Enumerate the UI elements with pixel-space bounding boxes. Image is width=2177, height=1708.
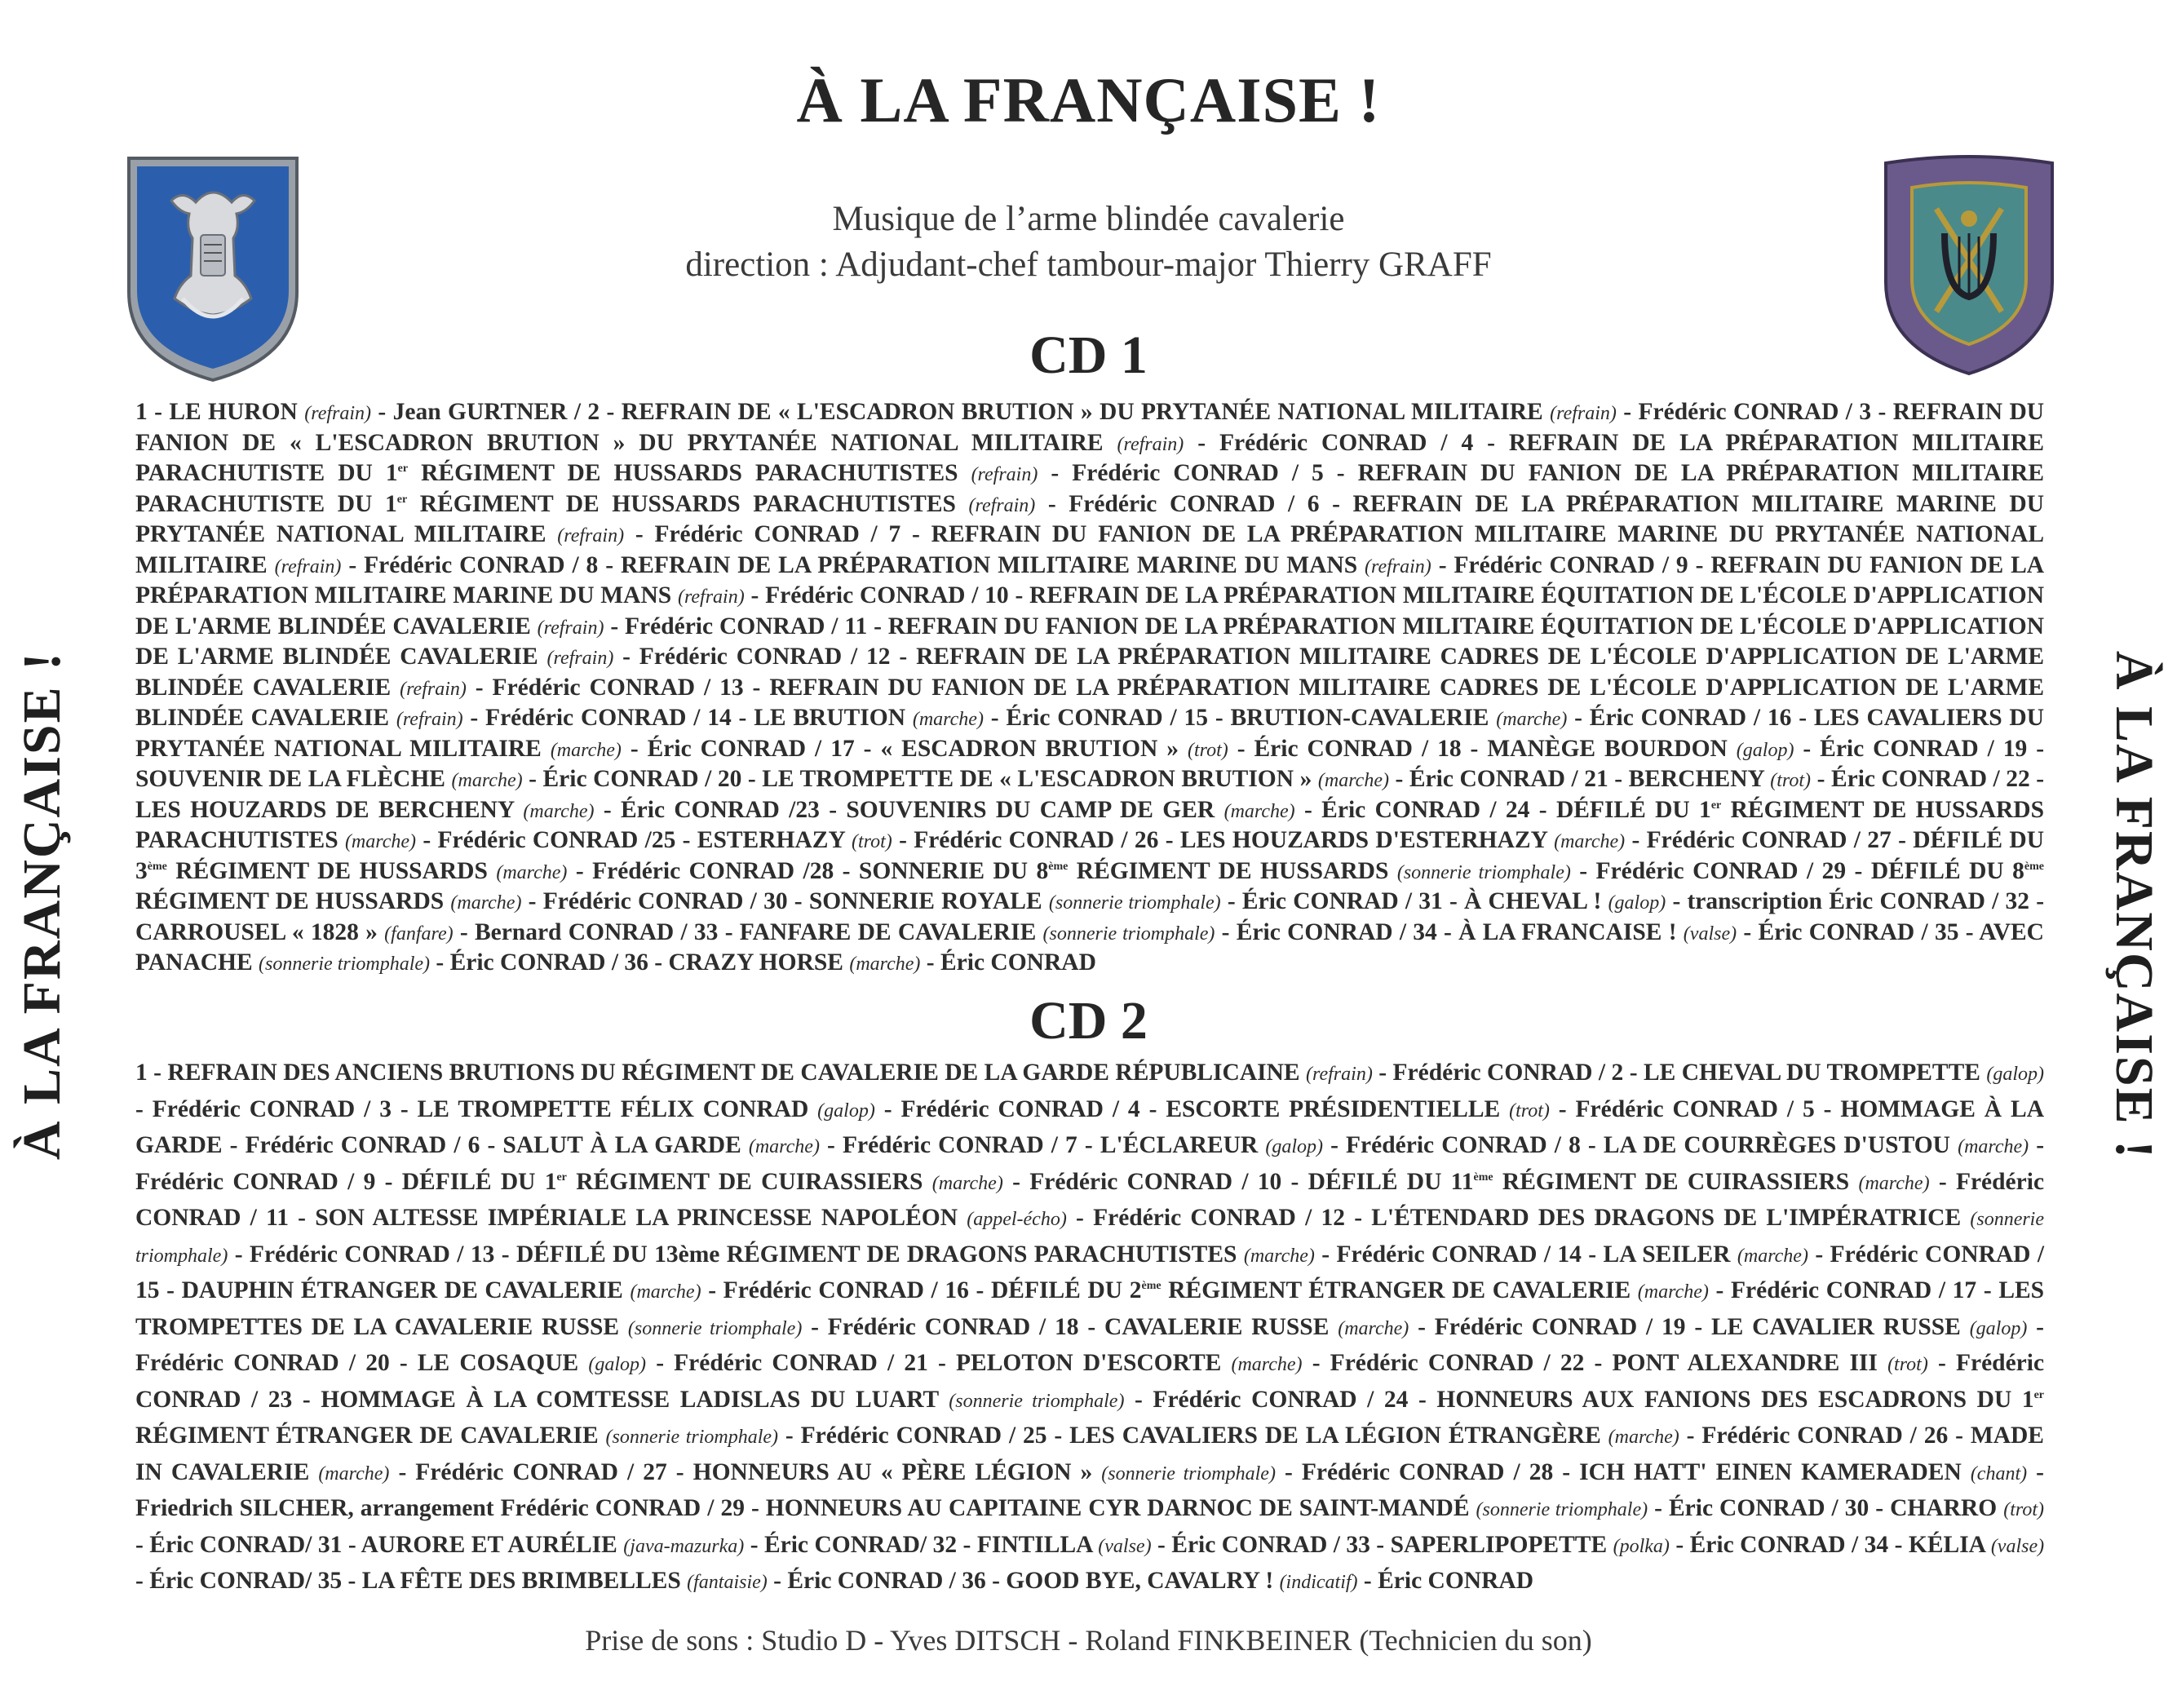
track-genre: (marche) bbox=[451, 770, 523, 791]
track-genre: (sonnerie triomphale) bbox=[627, 1317, 803, 1339]
track-composer: - Éric CONRAD / 31 - bbox=[1227, 888, 1458, 914]
track-genre: (valse) bbox=[1098, 1535, 1152, 1557]
track-composer: - Frédéric CONRAD / 10 - bbox=[1012, 1168, 1299, 1195]
track-entry bbox=[880, 736, 1478, 762]
ordinal-suffix: er bbox=[556, 1170, 567, 1184]
track-entry bbox=[135, 1060, 1638, 1086]
track-title: PELOTON D'ESCORTE bbox=[956, 1350, 1222, 1376]
track-composer: - Éric CONRAD / 18 - bbox=[1237, 735, 1479, 762]
track-title: FINTILLA bbox=[976, 1531, 1092, 1558]
track-genre: (marche) bbox=[1858, 1172, 1930, 1194]
track-genre: (marche) bbox=[523, 800, 595, 822]
ordinal-suffix: ème bbox=[2024, 860, 2044, 873]
track-genre: (galop) bbox=[1265, 1136, 1323, 1157]
track-composer: - Frédéric CONRAD / 5 - bbox=[1558, 1095, 1832, 1122]
track-composer: - Frédéric CONRAD / 19 - bbox=[1418, 1313, 1703, 1340]
track-genre: (trot) bbox=[1509, 1100, 1550, 1122]
track-composer: - Frédéric CONRAD / 27 - bbox=[398, 1458, 684, 1485]
track-title: DÉFILÉ DU 1 bbox=[401, 1168, 557, 1195]
track-composer: - Frédéric CONRAD / 9 - bbox=[1438, 551, 1704, 578]
track-genre: (marche) bbox=[931, 1172, 1003, 1194]
track-title: ESTERHAZY bbox=[697, 827, 845, 853]
track-composer: - Éric CONRAD / 22 - bbox=[1816, 766, 2045, 792]
track-composer: - Frédéric CONRAD / 3 - bbox=[1623, 399, 1887, 425]
track-composer: - Éric CONRAD / 24 - bbox=[1304, 796, 1547, 823]
track-composer: - Éric CONRAD / 16 - bbox=[1574, 705, 1808, 731]
track-genre: (marche) bbox=[1317, 770, 1389, 791]
track-genre: (refrain) bbox=[274, 555, 342, 577]
track-genre: (sonnerie triomphale) bbox=[135, 1209, 2045, 1267]
track-title: DÉFILÉ DU 11 bbox=[1308, 1168, 1474, 1195]
track-title: LA SEILER bbox=[1603, 1241, 1731, 1268]
track-title: CARROUSEL « 1828 » bbox=[135, 918, 378, 945]
track-entry bbox=[135, 797, 837, 823]
track-entry bbox=[956, 1350, 1602, 1376]
track-entry bbox=[1391, 1532, 1903, 1558]
track-title-rest: RÉGIMENT DE CUIRASSIERS bbox=[576, 1168, 923, 1195]
cd1-track-list bbox=[135, 398, 2044, 980]
track-composer: - Éric CONRAD bbox=[1363, 1568, 1534, 1594]
track-genre: (refrain) bbox=[396, 709, 463, 730]
track-genre: (marche) bbox=[1608, 1427, 1679, 1448]
track-entry bbox=[402, 1169, 1299, 1195]
ordinal-suffix: er bbox=[1710, 799, 1722, 812]
track-composer: - Éric CONRAD / 36 - bbox=[773, 1568, 1000, 1594]
track-composer: - Frédéric CONRAD / 15 - bbox=[135, 1241, 2045, 1303]
track-composer: - Frédéric CONRAD / 29 - bbox=[1579, 857, 1863, 884]
track-title: HONNEURS AUX FANIONS DES ESCADRONS DU 1 bbox=[1436, 1386, 2034, 1413]
track-genre: (sonnerie triomphale) bbox=[1101, 1462, 1276, 1485]
track-title: 1 - LE HURON bbox=[135, 399, 298, 425]
track-composer: - Frédéric CONRAD / 23 - bbox=[135, 1350, 2045, 1413]
track-composer: - Friedrich SILCHER, arrangement Frédéric CONRAD / 29 - bbox=[135, 1458, 2044, 1521]
track-composer: - Frédéric CONRAD / 16 - bbox=[708, 1277, 985, 1303]
track-title: LE CHEVAL DU TROMPETTE bbox=[1643, 1060, 1980, 1086]
track-composer: - Éric CONRAD / 15 - bbox=[990, 705, 1223, 731]
track-title: À LA FRANCAISE ! bbox=[1458, 918, 1677, 945]
track-genre: (galop) bbox=[588, 1354, 647, 1375]
track-title: LE BRUTION bbox=[754, 705, 906, 731]
cd2-heading: CD 2 bbox=[1029, 991, 1148, 1051]
side-title-left: À LA FRANÇAISE ! bbox=[12, 650, 72, 1161]
track-composer: - Frédéric CONRAD / 7 - bbox=[635, 521, 920, 547]
track-composer: - Frédéric CONRAD / 18 - bbox=[811, 1313, 1096, 1340]
track-entry bbox=[1458, 919, 1973, 945]
track-genre: (refrain) bbox=[304, 403, 372, 424]
track-composer: - Éric CONRAD/ 31 - bbox=[135, 1531, 356, 1558]
track-genre: (galop) bbox=[817, 1100, 875, 1122]
track-entry bbox=[762, 766, 1622, 792]
track-genre: (galop) bbox=[1608, 892, 1666, 914]
track-composer: - Frédéric CONRAD / 12 - bbox=[1076, 1205, 1363, 1231]
track-composer: - Frédéric CONRAD / 5 - bbox=[1051, 460, 1345, 486]
track-entry bbox=[1006, 1568, 1533, 1594]
track-composer: - Frédéric CONRAD / 6 - bbox=[1047, 490, 1340, 517]
track-entry bbox=[977, 1532, 1384, 1558]
track-genre: (marche) bbox=[1223, 800, 1295, 822]
track-entry bbox=[135, 919, 733, 945]
track-genre: (galop) bbox=[1736, 739, 1794, 761]
track-title: DÉFILÉ DU 8 bbox=[1870, 857, 2024, 884]
track-title: FANFARE DE CAVALERIE bbox=[739, 918, 1037, 945]
track-title: À CHEVAL ! bbox=[1464, 888, 1602, 914]
track-composer: - Frédéric CONRAD / 4 - bbox=[883, 1095, 1157, 1122]
track-composer: - Frédéric CONRAD / 11 - bbox=[610, 613, 882, 639]
track-entry bbox=[754, 705, 1223, 731]
track-title-rest: RÉGIMENT DE HUSSARDS PARACHUTISTES bbox=[421, 460, 958, 486]
track-composer: - Frédéric CONRAD / 22 - bbox=[1312, 1350, 1603, 1376]
track-composer: - Frédéric CONRAD / 6 - bbox=[229, 1132, 496, 1158]
ensemble-name: Musique de l’arme blindée cavalerie bbox=[832, 200, 1345, 238]
track-title: HOMMAGE À LA GARDE bbox=[135, 1095, 2044, 1158]
ordinal-suffix: ème bbox=[1048, 860, 1069, 873]
track-entry bbox=[362, 1568, 1000, 1594]
track-title: 1 - REFRAIN DES ANCIENS BRUTIONS DU RÉGIMENT DE CAVALERIE DE LA GARDE RÉPUBLICAINE bbox=[135, 1060, 1300, 1086]
track-genre: (sonnerie triomphale) bbox=[1048, 892, 1221, 914]
track-entry bbox=[516, 1241, 1596, 1268]
track-composer: - Frédéric CONRAD / 21 - bbox=[656, 1350, 946, 1376]
track-composer: - Éric CONRAD /23 - bbox=[603, 796, 838, 823]
track-title: L'ÉCLAREUR bbox=[1100, 1132, 1259, 1158]
track-genre: (marche) bbox=[630, 1281, 701, 1303]
track-composer: - Frédéric CONRAD / 25 - bbox=[785, 1423, 1063, 1449]
track-entry bbox=[418, 1350, 946, 1376]
track-genre: (refrain) bbox=[677, 586, 745, 608]
track-genre: (indicatif) bbox=[1279, 1572, 1358, 1593]
track-genre: (refrain) bbox=[1365, 555, 1431, 577]
track-title: L'ÉTENDARD DES DRAGONS DE L'IMPÉRATRICE bbox=[1371, 1205, 1962, 1231]
track-title: LA FÊTE DES BRIMBELLES bbox=[361, 1568, 681, 1594]
track-genre: (marche) bbox=[912, 709, 984, 730]
track-entry bbox=[622, 399, 1887, 425]
track-composer: - Frédéric CONRAD / 3 - bbox=[135, 1095, 409, 1122]
track-entry bbox=[1464, 888, 2044, 914]
track-composer: - Bernard CONRAD / 33 - bbox=[459, 918, 733, 945]
track-title: SONNERIE ROYALE bbox=[808, 888, 1042, 914]
track-entry bbox=[502, 1132, 1092, 1158]
track-genre: (sonnerie triomphale) bbox=[949, 1390, 1125, 1412]
track-genre: (refrain) bbox=[557, 525, 625, 546]
track-genre: (marche) bbox=[1231, 1354, 1303, 1375]
track-title: MADE IN CAVALERIE bbox=[135, 1423, 2044, 1485]
track-title: HOMMAGE À LA COMTESSE LADISLAS DU LUART bbox=[321, 1386, 939, 1413]
track-title: LE CAVALIER RUSSE bbox=[1711, 1313, 1961, 1340]
track-title: DÉFILÉ DU 1 bbox=[1555, 796, 1711, 823]
track-title-rest: RÉGIMENT ÉTRANGER DE CAVALERIE bbox=[135, 1423, 599, 1449]
track-genre: (marche) bbox=[748, 1136, 820, 1157]
track-title: DÉFILÉ DU 2 bbox=[991, 1277, 1142, 1303]
track-entry bbox=[1629, 766, 2045, 792]
page-title: À LA FRANÇAISE ! bbox=[796, 64, 1381, 135]
track-composer: - Frédéric CONRAD / 24 - bbox=[1135, 1386, 1427, 1413]
track-title: REFRAIN DE LA PRÉPARATION MILITAIRE CADRES DE L'ÉCOLE D'APPLICATION DE L'ARME BLINDÉE CAVALERIE bbox=[135, 644, 2045, 701]
track-genre: (sonnerie triomphale) bbox=[1042, 923, 1215, 945]
track-composer: - Frédéric CONRAD / 14 - bbox=[470, 705, 747, 731]
track-composer: - Éric CONRAD / 35 - bbox=[1743, 918, 1974, 945]
track-entry bbox=[135, 399, 614, 425]
track-entry bbox=[1180, 827, 1906, 853]
track-genre: (refrain) bbox=[537, 617, 604, 639]
ordinal-suffix: ème bbox=[1141, 1280, 1162, 1293]
track-genre: (marche) bbox=[318, 1462, 390, 1485]
track-genre: (sonnerie triomphale) bbox=[1476, 1499, 1648, 1520]
track-entry bbox=[321, 1387, 1427, 1413]
track-title: LES HOUZARDS DE BERCHENY bbox=[135, 796, 515, 823]
track-title-rest: RÉGIMENT DE HUSSARDS bbox=[1076, 857, 1389, 884]
track-composer: - Frédéric CONRAD / 14 - bbox=[1321, 1241, 1597, 1268]
track-title-rest: RÉGIMENT ÉTRANGER DE CAVALERIE bbox=[1168, 1277, 1631, 1303]
track-entry bbox=[1100, 1132, 1596, 1158]
track-genre: (trot) bbox=[851, 831, 892, 852]
track-entry bbox=[1166, 1096, 1831, 1122]
track-genre: (marche) bbox=[550, 739, 622, 761]
track-entry bbox=[418, 1096, 1157, 1122]
track-title: REFRAIN DU FANION DE LA PRÉPARATION MILITAIRE ÉQUITATION DE L'ÉCOLE D'APPLICATION DE L'ARME BLINDÉE CAVALERIE bbox=[135, 613, 2045, 670]
track-title: CHARRO bbox=[1890, 1495, 1998, 1521]
ordinal-suffix: er bbox=[397, 462, 409, 476]
track-entry bbox=[361, 1532, 971, 1558]
ordinal-suffix: ème bbox=[147, 860, 167, 873]
track-composer: - Éric CONRAD / 33 - bbox=[1157, 1531, 1385, 1558]
track-title: SONNERIE DU 8 bbox=[858, 857, 1049, 884]
track-genre: (refrain) bbox=[971, 464, 1038, 485]
track-title: LES HOUZARDS D'ESTERHAZY bbox=[1179, 827, 1547, 853]
track-composer: - Frédéric CONRAD / 20 - bbox=[135, 1313, 2044, 1376]
track-composer: - Frédéric CONRAD / 26 - bbox=[1686, 1423, 1963, 1449]
track-entry bbox=[697, 827, 1174, 853]
track-title: LES CAVALIERS DU PRYTANÉE NATIONAL MILITAIRE bbox=[135, 705, 2045, 762]
track-composer: - Jean GURTNER / 2 - bbox=[378, 399, 615, 425]
track-title-rest: RÉGIMENT DE HUSSARDS PARACHUTISTES bbox=[419, 490, 956, 517]
track-composer: - Éric CONRAD / 17 - bbox=[630, 735, 872, 762]
track-genre: (sonnerie triomphale) bbox=[259, 954, 431, 975]
track-entry bbox=[859, 858, 1862, 884]
track-title: DAUPHIN ÉTRANGER DE CAVALERIE bbox=[181, 1277, 623, 1303]
track-title: SAPERLIPOPETTE bbox=[1390, 1531, 1608, 1558]
track-composer: - Frédéric CONRAD / 8 - bbox=[348, 551, 614, 578]
track-composer: - Éric CONRAD / 21 - bbox=[1395, 766, 1623, 792]
track-title: REFRAIN DE LA PRÉPARATION MILITAIRE ÉQUITATION DE L'ÉCOLE D'APPLICATION DE L'ARME BLINDÉE CAVALERIE bbox=[135, 582, 2045, 639]
track-entry bbox=[1104, 1314, 1702, 1340]
track-genre: (refrain) bbox=[1117, 433, 1184, 455]
track-entry bbox=[315, 1205, 1362, 1231]
track-composer: - Frédéric CONRAD / 2 - bbox=[1378, 1060, 1638, 1086]
track-genre: (trot) bbox=[1188, 739, 1228, 761]
track-title-rest: RÉGIMENT DE HUSSARDS bbox=[135, 888, 445, 914]
track-title: LES TROMPETTES DE LA CAVALERIE RUSSE bbox=[135, 1277, 2045, 1340]
track-title: REFRAIN DE « L'ESCADRON BRUTION » DU PRYTANÉE NATIONAL MILITAIRE bbox=[621, 399, 1543, 425]
track-title: SOUVENIR DE LA FLÈCHE bbox=[135, 766, 445, 792]
track-title: REFRAIN DE LA PRÉPARATION MILITAIRE MARINE DU PRYTANÉE NATIONAL MILITAIRE bbox=[135, 490, 2045, 547]
track-title: REFRAIN DU FANION DE « L'ESCADRON BRUTION » DU PRYTANÉE NATIONAL MILITAIRE bbox=[135, 399, 2045, 456]
track-entry bbox=[1487, 736, 2044, 762]
track-title: LE TROMPETTE FÉLIX CONRAD bbox=[417, 1095, 809, 1122]
side-title-right: À LA FRANÇAISE ! bbox=[2104, 650, 2164, 1161]
track-title: REFRAIN DU FANION DE LA PRÉPARATION MILITAIRE PARACHUTISTE DU 1 bbox=[135, 460, 2045, 517]
track-title: REFRAIN DE LA PRÉPARATION MILITAIRE PARACHUTISTE DU 1 bbox=[135, 429, 2045, 486]
track-title: BERCHENY bbox=[1628, 766, 1764, 792]
track-composer: - Éric CONRAD / 34 - bbox=[1675, 1531, 1903, 1558]
track-composer: - Frédéric CONRAD / 7 - bbox=[827, 1132, 1093, 1158]
track-genre: (marche) bbox=[1496, 709, 1568, 730]
track-genre: (trot) bbox=[2003, 1499, 2045, 1520]
track-title: KÉLIA bbox=[1908, 1531, 1985, 1558]
track-composer: - Éric CONRAD/ 35 - bbox=[135, 1568, 356, 1594]
track-composer: - Frédéric CONRAD / 11 - bbox=[135, 1168, 2045, 1231]
track-genre: (refrain) bbox=[546, 648, 614, 669]
track-genre: (refrain) bbox=[968, 494, 1036, 516]
track-composer: - Éric CONRAD / 20 - bbox=[529, 766, 756, 792]
track-genre: (marche) bbox=[1243, 1245, 1315, 1267]
track-composer: - Frédéric CONRAD / 9 - bbox=[135, 1132, 2045, 1195]
track-title: LE TROMPETTE DE « L'ESCADRON BRUTION » bbox=[762, 766, 1312, 792]
track-entry bbox=[1069, 1423, 1963, 1449]
track-composer: - Éric CONRAD / 19 - bbox=[1803, 735, 2045, 762]
track-entry bbox=[1230, 705, 1807, 731]
track-genre: (fantaisie) bbox=[687, 1572, 768, 1593]
track-entry bbox=[740, 919, 1452, 945]
track-genre: (marche) bbox=[1554, 831, 1626, 852]
track-title: LE COSAQUE bbox=[417, 1350, 579, 1376]
track-entry bbox=[846, 797, 1546, 823]
track-genre: (marche) bbox=[450, 892, 522, 914]
track-genre: (marche) bbox=[344, 831, 417, 852]
ordinal-suffix: er bbox=[396, 493, 408, 506]
track-entry bbox=[621, 552, 1703, 578]
track-genre: (appel-écho) bbox=[967, 1209, 1067, 1230]
track-composer: - Frédéric CONRAD / 8 - bbox=[1330, 1132, 1596, 1158]
recording-credits: Prise de sons : Studio D - Yves DITSCH - Roland FINKBEINER (Technicien du son) bbox=[585, 1624, 1592, 1657]
track-title: AURORE ET AURÉLIE bbox=[361, 1531, 617, 1558]
track-genre: (galop) bbox=[1986, 1064, 2045, 1085]
track-composer: - Frédéric CONRAD /28 - bbox=[575, 857, 851, 884]
track-genre: (valse) bbox=[1990, 1535, 2045, 1557]
track-entry bbox=[766, 1495, 1883, 1521]
cd2-track-list bbox=[135, 1055, 2044, 1600]
track-composer: - Frédéric CONRAD / 27 - bbox=[1631, 827, 1906, 853]
track-title: GOOD BYE, CAVALRY ! bbox=[1006, 1568, 1274, 1594]
track-title-rest: RÉGIMENT DE HUSSARDS PARACHUTISTES bbox=[135, 796, 2045, 853]
ordinal-suffix: er bbox=[2033, 1388, 2045, 1401]
track-genre: (refrain) bbox=[1306, 1064, 1373, 1085]
track-composer: - Frédéric CONRAD / 10 - bbox=[750, 582, 1024, 608]
track-title: MANÈGE BOURDON bbox=[1487, 735, 1728, 762]
conductor-credit: direction : Adjudant-chef tambour-major Thierry GRAFF bbox=[685, 246, 1492, 284]
track-title: HONNEURS AU CAPITAINE CYR DARNOC DE SAINT-MANDÉ bbox=[765, 1495, 1470, 1521]
track-genre: (marche) bbox=[1737, 1245, 1808, 1267]
track-genre: (marche) bbox=[1338, 1317, 1409, 1339]
track-genre: (galop) bbox=[1969, 1317, 2028, 1339]
track-composer: - Frédéric CONRAD / 26 - bbox=[899, 827, 1174, 853]
track-genre: (marche) bbox=[496, 861, 568, 883]
track-entry bbox=[669, 949, 1096, 976]
track-composer: - Frédéric CONRAD / 12 - bbox=[622, 644, 908, 670]
track-composer: - Frédéric CONRAD / 17 - bbox=[1715, 1277, 1992, 1303]
ordinal-suffix: ème bbox=[1473, 1170, 1493, 1184]
track-title: REFRAIN DU FANION DE LA PRÉPARATION MILITAIRE MARINE DU MANS bbox=[135, 551, 2045, 608]
track-title: HONNEURS AU « PÈRE LÉGION » bbox=[692, 1458, 1093, 1485]
track-title: LA DE COURRÈGES D'USTOU bbox=[1603, 1132, 1950, 1158]
track-composer: - Éric CONRAD / 36 - bbox=[436, 949, 663, 976]
track-entry bbox=[693, 1459, 1571, 1485]
track-composer: - Éric CONRAD/ 32 - bbox=[750, 1531, 971, 1558]
track-title: LES CAVALIERS DE LA LÉGION ÉTRANGÈRE bbox=[1069, 1423, 1601, 1449]
track-genre: (chant) bbox=[1970, 1462, 2028, 1485]
track-title: DÉFILÉ DU 3 bbox=[135, 827, 2045, 884]
track-composer: - Éric CONRAD / 34 - bbox=[1221, 918, 1452, 945]
track-composer: - transcription Éric CONRAD / 32 - bbox=[1672, 888, 2045, 914]
track-title: REFRAIN DU FANION DE LA PRÉPARATION MILITAIRE MARINE DU PRYTANÉE NATIONAL MILITAIRE bbox=[135, 521, 2045, 578]
track-entry bbox=[182, 1277, 985, 1303]
track-composer: - Frédéric CONRAD / 13 - bbox=[234, 1241, 510, 1268]
track-composer: - Frédéric CONRAD /25 - bbox=[423, 827, 691, 853]
track-genre: (trot) bbox=[1887, 1354, 1928, 1375]
track-title: ESCORTE PRÉSIDENTIELLE bbox=[1166, 1095, 1501, 1122]
track-genre: (java-mazurka) bbox=[623, 1535, 745, 1557]
track-entry bbox=[809, 888, 1458, 914]
track-title: DÉFILÉ DU 13ème RÉGIMENT DE DRAGONS PARACHUTISTES bbox=[515, 1241, 1237, 1268]
track-title: BRUTION-CAVALERIE bbox=[1230, 705, 1489, 731]
track-genre: (marche) bbox=[1637, 1281, 1709, 1303]
track-title: « ESCADRON BRUTION » bbox=[880, 735, 1179, 762]
track-genre: (refrain) bbox=[1550, 403, 1617, 424]
track-title-rest: RÉGIMENT DE CUIRASSIERS bbox=[1502, 1168, 1850, 1195]
track-title-rest: RÉGIMENT DE HUSSARDS bbox=[175, 857, 488, 884]
track-title: AVEC PANACHE bbox=[135, 918, 2044, 976]
track-genre: (trot) bbox=[1770, 770, 1812, 791]
track-entry bbox=[991, 1277, 1992, 1303]
track-title: SON ALTESSE IMPÉRIALE LA PRINCESSE NAPOLÉON bbox=[315, 1205, 958, 1231]
track-genre: (marche) bbox=[1958, 1136, 2029, 1157]
track-genre: (valse) bbox=[1683, 923, 1737, 945]
track-title: REFRAIN DE LA PRÉPARATION MILITAIRE MARINE DU MANS bbox=[620, 551, 1358, 578]
track-genre: (polka) bbox=[1613, 1535, 1670, 1557]
track-title: SOUVENIRS DU CAMP DE GER bbox=[846, 796, 1215, 823]
track-genre: (sonnerie triomphale) bbox=[1396, 861, 1571, 883]
track-composer: - Frédéric CONRAD / 13 - bbox=[475, 674, 761, 701]
track-composer: - Frédéric CONRAD / 30 - bbox=[528, 888, 803, 914]
track-composer: - Frédéric CONRAD / 4 - bbox=[1197, 429, 1495, 456]
track-genre: (refrain) bbox=[400, 678, 467, 700]
track-title: PONT ALEXANDRE III bbox=[1612, 1350, 1878, 1376]
track-title: SALUT À LA GARDE bbox=[502, 1132, 741, 1158]
track-composer: - Frédéric CONRAD / 28 - bbox=[1284, 1458, 1571, 1485]
track-composer: - Éric CONRAD / 30 - bbox=[1654, 1495, 1884, 1521]
track-title: REFRAIN DU FANION DE LA PRÉPARATION MILITAIRE CADRES DE L'ÉCOLE D'APPLICATION DE L'ARME BLINDÉE CAVALERIE bbox=[135, 674, 2044, 731]
track-composer: - Éric CONRAD bbox=[926, 949, 1096, 976]
track-genre: (sonnerie triomphale) bbox=[605, 1427, 779, 1448]
track-title: CRAZY HORSE bbox=[668, 949, 843, 976]
track-title: CAVALERIE RUSSE bbox=[1104, 1313, 1330, 1340]
track-genre: (marche) bbox=[849, 954, 921, 975]
track-entry bbox=[135, 766, 756, 792]
track-genre: (fanfare) bbox=[384, 923, 454, 945]
track-title: ICH HATT' EINEN KAMERADEN bbox=[1579, 1458, 1962, 1485]
cd1-heading: CD 1 bbox=[1029, 325, 1148, 385]
